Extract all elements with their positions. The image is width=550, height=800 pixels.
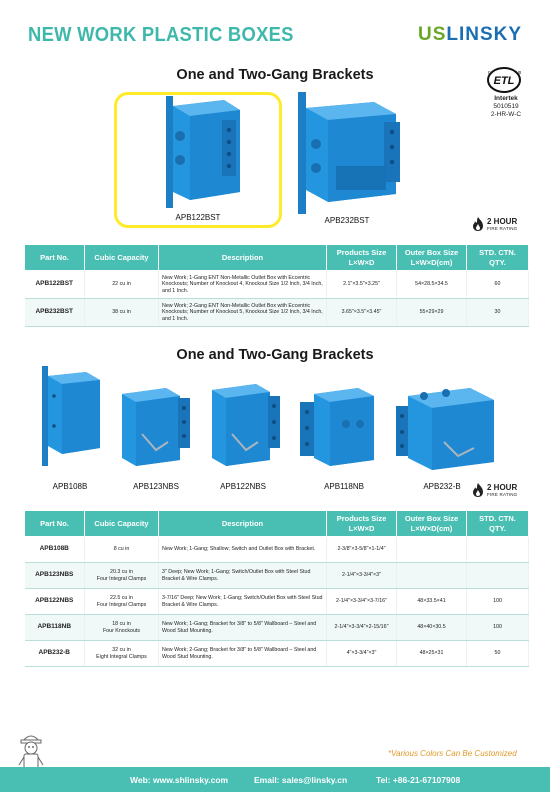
col-std-ctn-qty: STD. CTN. QTY. (467, 245, 529, 271)
cell-product-size: 3.65"×3.5"×3.45" (327, 299, 397, 327)
cell-qty: 100 (467, 615, 529, 641)
cell-capacity: 22.5 cu in Four Integral Clamps (85, 589, 159, 615)
product-image-apb232bst (292, 92, 408, 214)
cell-capacity: 20.3 cu in Four Integral Clamps (85, 563, 159, 589)
product-image-apb232b (394, 382, 504, 474)
col-description: Description (159, 511, 327, 537)
table-header-row (25, 245, 529, 271)
product-image-apb123nbs (116, 384, 196, 470)
cell-product-size: 2-1/4"×3-3/4"×2-15/16" (327, 615, 397, 641)
table-row (25, 537, 529, 563)
svg-text:us: us (516, 70, 522, 76)
cell-capacity: 38 cu in (85, 299, 159, 327)
spec-table-2 (24, 510, 529, 667)
cell-outer-size: 48×25×31 (397, 641, 467, 667)
flame-icon (472, 217, 484, 231)
col-part-no: Part No. (25, 511, 85, 537)
cell-description: New Work; 2-Gang ENT Non-Metallic Outlet Box with Eccentric Knockouts; Number of Knockout 5, Knockout Size 1/2 Inch, 3/4 Inch, and 1 Inch. (159, 299, 327, 327)
cell-description: 3" Deep; New Work; 1-Gang; Switch/Outlet Box with Steel Stud Bracket & Wire Clamps. (159, 563, 327, 589)
footer-email[interactable]: Email: sales@linsky.cn (254, 775, 348, 785)
product-label-apb123nbs: APB123NBS (133, 482, 179, 491)
page-title: NEW WORK PLASTIC BOXES (28, 24, 294, 46)
cell-capacity: 8 cu in (85, 537, 159, 563)
col-cubic-capacity: Cubic Capacity (85, 511, 159, 537)
product-image-apb118nb (296, 384, 382, 470)
cell-part-no: APB122NBS (25, 589, 85, 615)
col-products-size: Products Size L×W×D (327, 245, 397, 271)
cell-description: New Work; 2-Gang; Bracket for 3/8" to 5/8" Wallboard – Steel and Wood Stud Mounting. (159, 641, 327, 667)
customization-note: *Various Colors Can Be Customized (388, 749, 517, 758)
cell-part-no: APB232-B (25, 641, 85, 667)
cell-qty: 60 (467, 271, 529, 299)
table-row (25, 299, 529, 327)
col-part-no: Part No. (25, 245, 85, 271)
cell-description: New Work; 1-Gang; Shallow; Switch and Outlet Box with Bracket. (159, 537, 327, 563)
cell-product-size: 2-3/8"×3-5/8"×1-1/4" (327, 537, 397, 563)
cell-outer-size: 55×29×29 (397, 299, 467, 327)
table-row (25, 271, 529, 299)
cell-product-size: 2-1/4"×3-3/4"×3" (327, 563, 397, 589)
cell-part-no: APB122BST (25, 271, 85, 299)
product-label-apb118nb: APB118NB (324, 482, 364, 491)
cell-capacity: 18 cu in Four Knockouts (85, 615, 159, 641)
product-label-apb232b: APB232-B (423, 482, 461, 491)
certification-text: Intertek 5010519 2-HR-W-C (490, 95, 522, 118)
spec-table-1 (24, 244, 529, 327)
footer-phone: Tel: +86-21-67107908 (376, 775, 461, 785)
cell-part-no: APB232BST (25, 299, 85, 327)
section2-title: One and Two-Gang Brackets (176, 347, 374, 363)
cell-outer-size: 48×40×30.5 (397, 615, 467, 641)
cell-outer-size: 48×33.5×41 (397, 589, 467, 615)
cell-outer-size (397, 563, 467, 589)
cell-product-size: 2.1"×3.5"×3.25" (327, 271, 397, 299)
cell-outer-size (397, 537, 467, 563)
footer-website[interactable]: Web: www.shlinsky.com (130, 775, 229, 785)
cell-description: New Work; 1-Gang ENT Non-Metallic Outlet Box with Eccentric Knockouts; Number of Knockout 4, Knockout Size 1/2 Inch, 3/4 Inch, and 1 Inch. (159, 271, 327, 299)
table-header-row (25, 511, 529, 537)
col-description: Description (159, 245, 327, 271)
svg-text:ETL: ETL (493, 75, 515, 87)
cell-part-no: APB123NBS (25, 563, 85, 589)
cell-capacity: 32 cu in Eight Integral Clamps (85, 641, 159, 667)
brand-logo: USLINSKY (418, 24, 523, 45)
product-label-apb232bst: APB232BST (324, 216, 370, 225)
table-row (25, 589, 529, 615)
cell-qty: 30 (467, 299, 529, 327)
table-row (25, 563, 529, 589)
cell-qty (467, 563, 529, 589)
product-image-apb122bst (152, 96, 248, 208)
fire-rating-badge: 2 HOUR FIRE RATING (472, 483, 517, 497)
col-products-size: Products Size L×W×D (327, 511, 397, 537)
cell-qty: 100 (467, 589, 529, 615)
cell-product-size: 2-1/4"×3-3/4"×3-7/16" (327, 589, 397, 615)
cell-description: 3-7/16" Deep; New Work; 1-Gang; Switch/Outlet Box with Steel Stud Bracket & Wire Clamps. (159, 589, 327, 615)
col-std-ctn-qty: STD. CTN. QTY. (467, 511, 529, 537)
product-image-apb108b (34, 366, 106, 466)
product-label-apb122bst: APB122BST (175, 213, 221, 222)
cell-product-size: 4"×3-3/4"×3" (327, 641, 397, 667)
cell-qty: 50 (467, 641, 529, 667)
table-row (25, 641, 529, 667)
cell-outer-size: 54×28.5×34.5 (397, 271, 467, 299)
cell-description: New Work; 1-Gang; Bracket for 3/8" to 5/8" Wallboard – Steel and Wood Stud Mounting. (159, 615, 327, 641)
cell-part-no: APB108B (25, 537, 85, 563)
section1-title: One and Two-Gang Brackets (176, 67, 374, 83)
product-image-apb122nbs (206, 380, 286, 470)
table-row (25, 615, 529, 641)
col-outer-box-size: Outer Box Size L×W×D(cm) (397, 245, 467, 271)
fire-rating-badge: 2 HOUR FIRE RATING (472, 217, 517, 231)
product-label-apb122nbs: APB122NBS (220, 482, 266, 491)
flame-icon (472, 483, 484, 497)
footer-contact-bar (0, 767, 550, 792)
product-label-apb108b: APB108B (52, 482, 88, 491)
cell-qty (467, 537, 529, 563)
svg-text:c: c (488, 70, 491, 76)
col-cubic-capacity: Cubic Capacity (85, 245, 159, 271)
cell-part-no: APB118NB (25, 615, 85, 641)
col-outer-box-size: Outer Box Size L×W×D(cm) (397, 511, 467, 537)
cell-capacity: 22 cu in (85, 271, 159, 299)
